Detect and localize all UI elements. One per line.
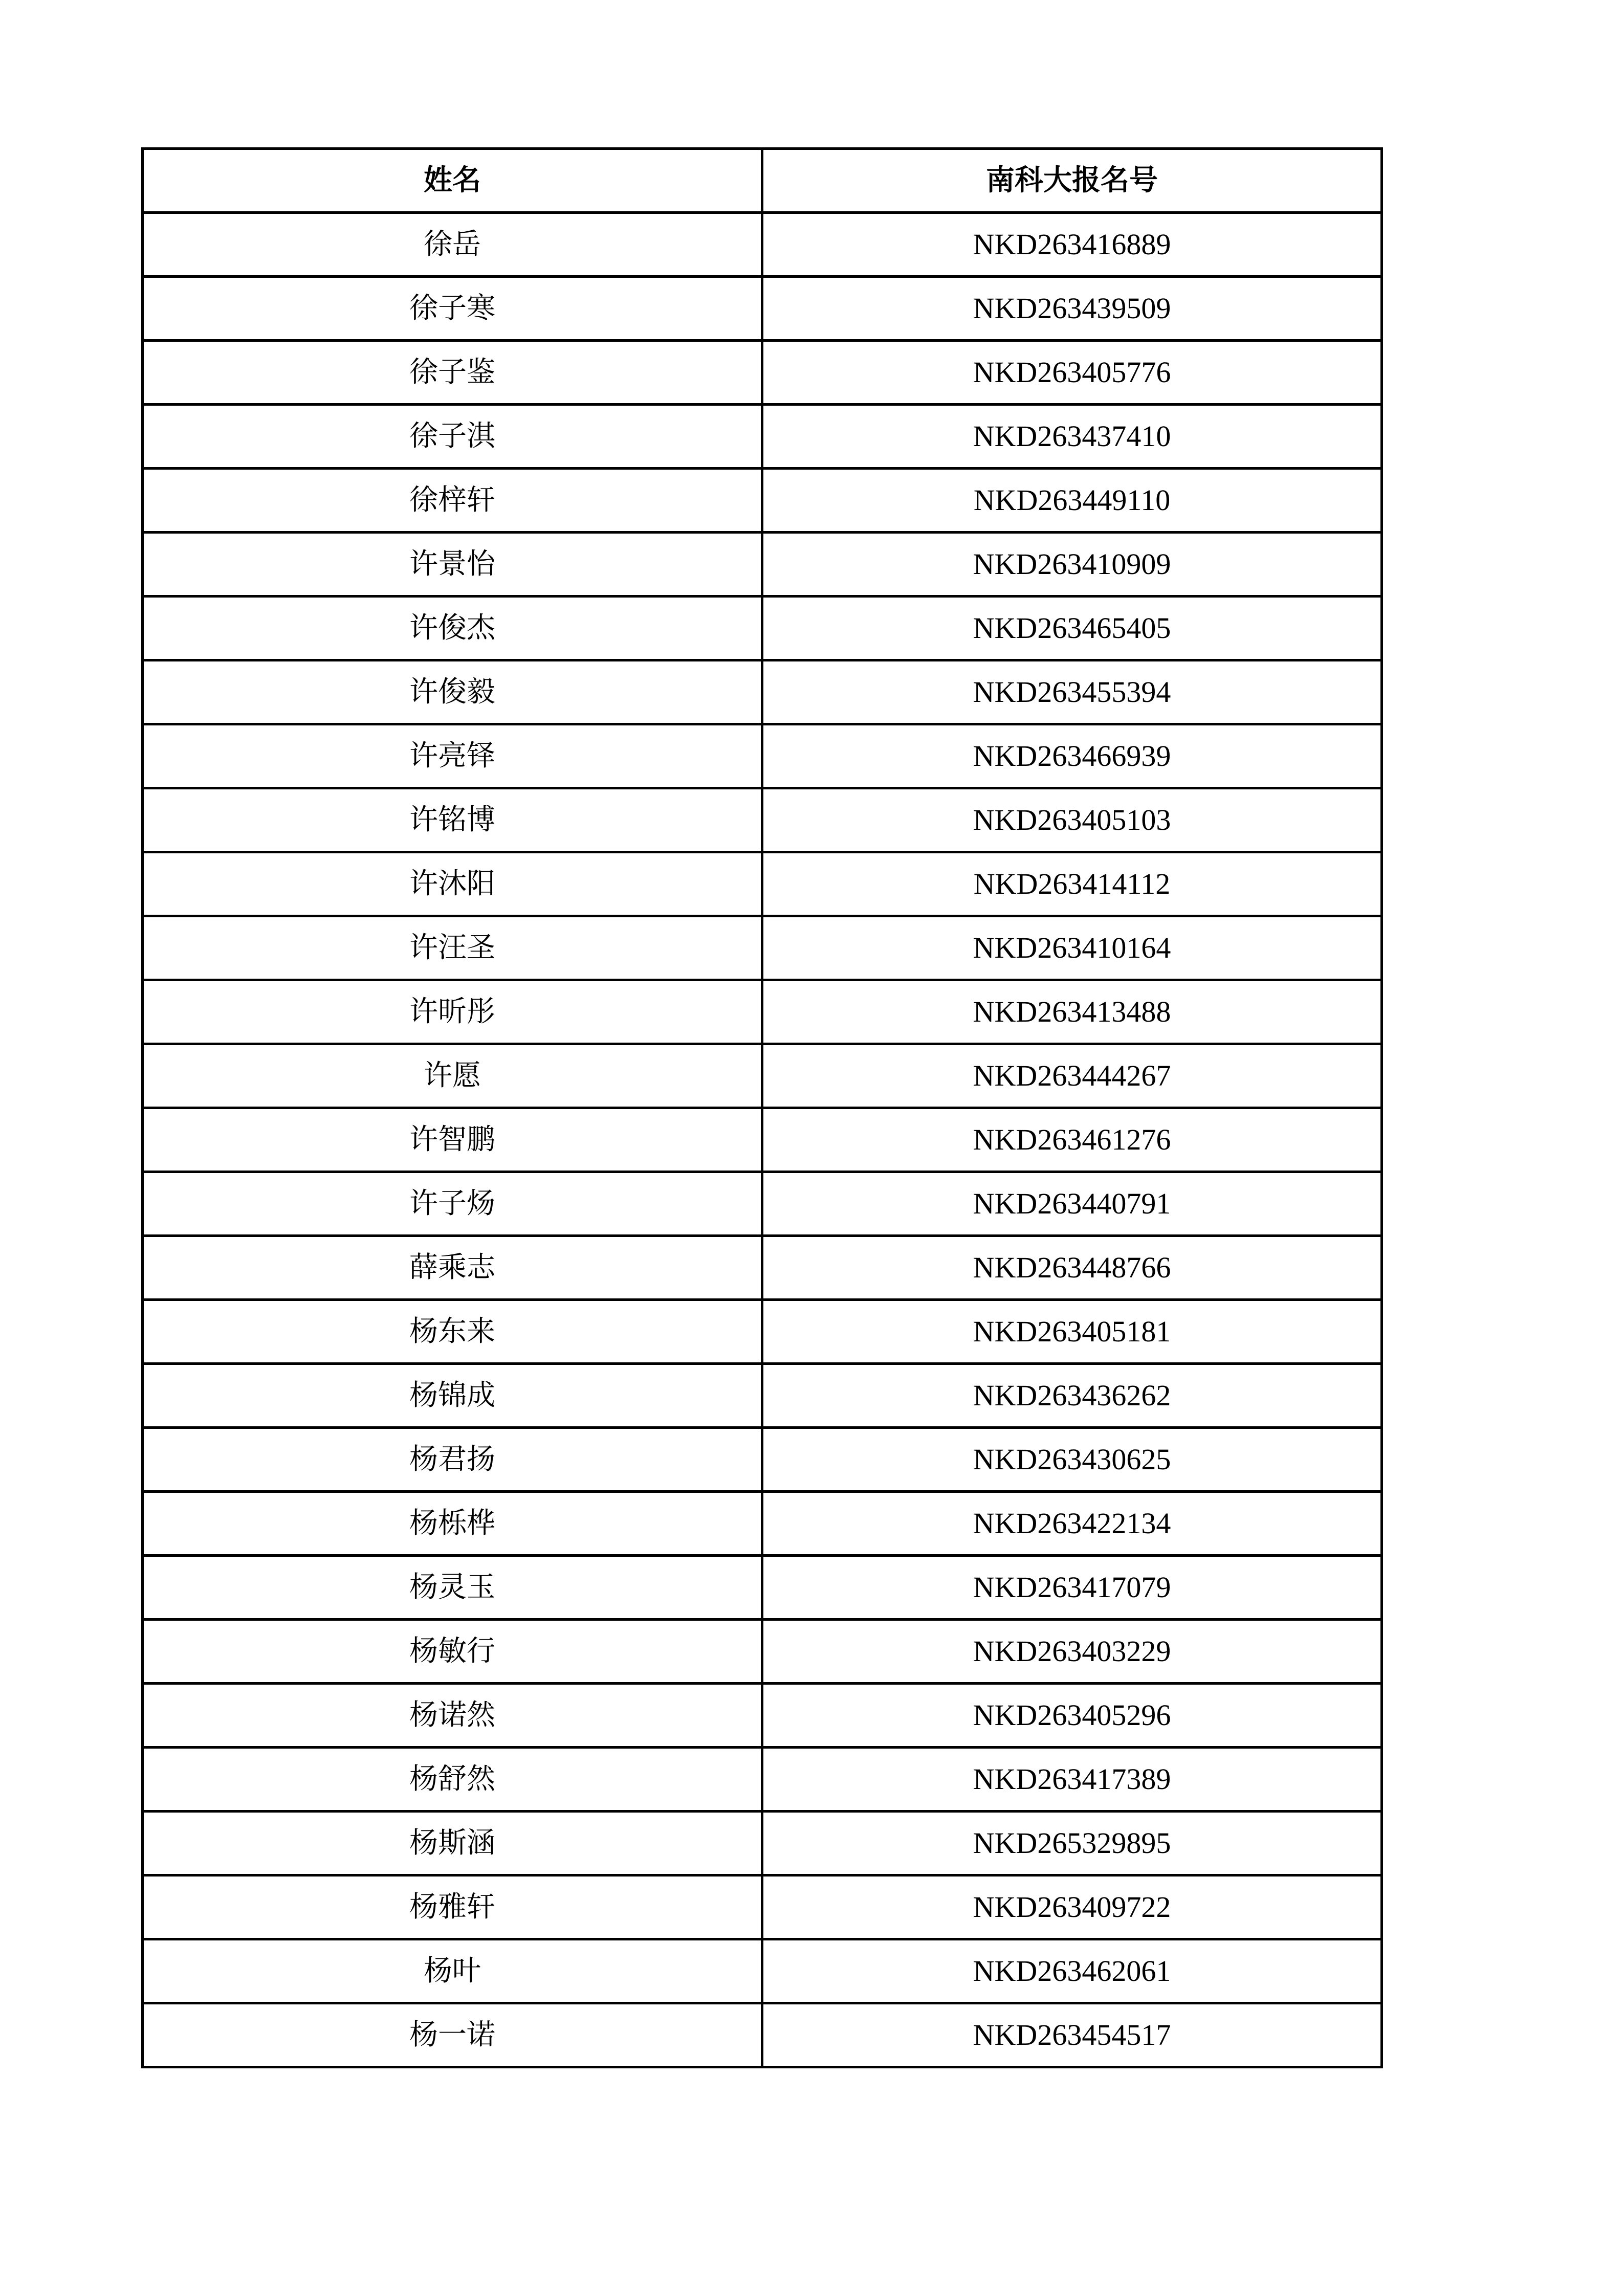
student-name-cell: 杨一诺: [143, 2003, 762, 2067]
student-name-cell: 许景怡: [143, 533, 762, 597]
registration-number-cell: NKD263455394: [762, 660, 1382, 724]
student-name-cell: 薛乘志: [143, 1236, 762, 1300]
header-registration-number: 南科大报名号: [762, 149, 1382, 213]
registration-number-cell: NKD263444267: [762, 1044, 1382, 1108]
registration-number-cell: NKD263414112: [762, 852, 1382, 916]
student-name-cell: 杨诺然: [143, 1684, 762, 1748]
table-row: [143, 916, 1382, 980]
registration-number-cell: NKD263410909: [762, 533, 1382, 597]
registration-number-cell: NKD263465405: [762, 597, 1382, 660]
registration-number-cell: NKD263410164: [762, 916, 1382, 980]
registration-number-cell: NKD263403229: [762, 1620, 1382, 1684]
table-header-row: [143, 149, 1382, 213]
registration-number-cell: NKD263440791: [762, 1172, 1382, 1236]
table-row: [143, 724, 1382, 788]
student-name-cell: 杨敏行: [143, 1620, 762, 1684]
student-name-cell: 许智鹏: [143, 1108, 762, 1172]
student-name-cell: 许俊毅: [143, 660, 762, 724]
registration-number-cell: NKD263466939: [762, 724, 1382, 788]
table-row: [143, 213, 1382, 277]
table-row: [143, 1620, 1382, 1684]
student-name-cell: 杨锦成: [143, 1364, 762, 1428]
student-name-cell: 杨斯涵: [143, 1812, 762, 1875]
registration-number-cell: NKD263413488: [762, 980, 1382, 1044]
student-name-cell: 杨东来: [143, 1300, 762, 1364]
student-name-cell: 徐梓轩: [143, 469, 762, 533]
registration-number-cell: NKD265329895: [762, 1812, 1382, 1875]
table-body: [143, 213, 1382, 2067]
header-name: 姓名: [143, 149, 762, 213]
student-name-cell: 许沐阳: [143, 852, 762, 916]
table-row: [143, 1748, 1382, 1812]
registration-number-cell: NKD263417079: [762, 1556, 1382, 1620]
table-row: [143, 597, 1382, 660]
student-name-cell: 杨君扬: [143, 1428, 762, 1492]
student-name-cell: 徐子寒: [143, 277, 762, 341]
student-name-cell: 杨舒然: [143, 1748, 762, 1812]
student-name-cell: 许铭博: [143, 788, 762, 852]
registration-number-cell: NKD263439509: [762, 277, 1382, 341]
table-row: [143, 2003, 1382, 2067]
student-name-cell: 杨雅轩: [143, 1875, 762, 1939]
registration-number-cell: NKD263405181: [762, 1300, 1382, 1364]
table-row: [143, 1108, 1382, 1172]
student-name-cell: 杨栎桦: [143, 1492, 762, 1556]
table-row: [143, 405, 1382, 469]
table-row: [143, 533, 1382, 597]
registration-number-cell: NKD263437410: [762, 405, 1382, 469]
registration-number-cell: NKD263461276: [762, 1108, 1382, 1172]
table-row: [143, 980, 1382, 1044]
table-row: [143, 1236, 1382, 1300]
student-name-cell: 杨灵玉: [143, 1556, 762, 1620]
table-row: [143, 1172, 1382, 1236]
table-row: [143, 277, 1382, 341]
registration-number-cell: NKD263462061: [762, 1939, 1382, 2003]
table-row: [143, 341, 1382, 405]
student-name-cell: 许亮铎: [143, 724, 762, 788]
registration-number-cell: NKD263448766: [762, 1236, 1382, 1300]
table-row: [143, 1684, 1382, 1748]
table-row: [143, 1875, 1382, 1939]
student-name-cell: 杨叶: [143, 1939, 762, 2003]
table-row: [143, 660, 1382, 724]
registration-number-cell: NKD263405103: [762, 788, 1382, 852]
table-row: [143, 1812, 1382, 1875]
table-row: [143, 1492, 1382, 1556]
registration-number-cell: NKD263430625: [762, 1428, 1382, 1492]
table-row: [143, 1556, 1382, 1620]
table-row: [143, 788, 1382, 852]
registration-number-cell: NKD263405776: [762, 341, 1382, 405]
table-row: [143, 1428, 1382, 1492]
registration-number-cell: NKD263417389: [762, 1748, 1382, 1812]
student-name-cell: 许愿: [143, 1044, 762, 1108]
student-name-cell: 徐岳: [143, 213, 762, 277]
registration-number-cell: NKD263454517: [762, 2003, 1382, 2067]
student-name-cell: 许俊杰: [143, 597, 762, 660]
table-row: [143, 852, 1382, 916]
student-name-cell: 徐子鉴: [143, 341, 762, 405]
registration-number-cell: NKD263416889: [762, 213, 1382, 277]
registration-number-cell: NKD263436262: [762, 1364, 1382, 1428]
student-name-cell: 许子炀: [143, 1172, 762, 1236]
table-row: [143, 469, 1382, 533]
table-row: [143, 1044, 1382, 1108]
registration-number-cell: NKD263449110: [762, 469, 1382, 533]
registration-number-cell: NKD263422134: [762, 1492, 1382, 1556]
student-name-cell: 许昕彤: [143, 980, 762, 1044]
registration-number-cell: NKD263405296: [762, 1684, 1382, 1748]
table-row: [143, 1300, 1382, 1364]
student-name-cell: 许汪圣: [143, 916, 762, 980]
registration-number-cell: NKD263409722: [762, 1875, 1382, 1939]
student-name-cell: 徐子淇: [143, 405, 762, 469]
table-row: [143, 1939, 1382, 2003]
table-row: [143, 1364, 1382, 1428]
roster-table: [141, 147, 1383, 2068]
